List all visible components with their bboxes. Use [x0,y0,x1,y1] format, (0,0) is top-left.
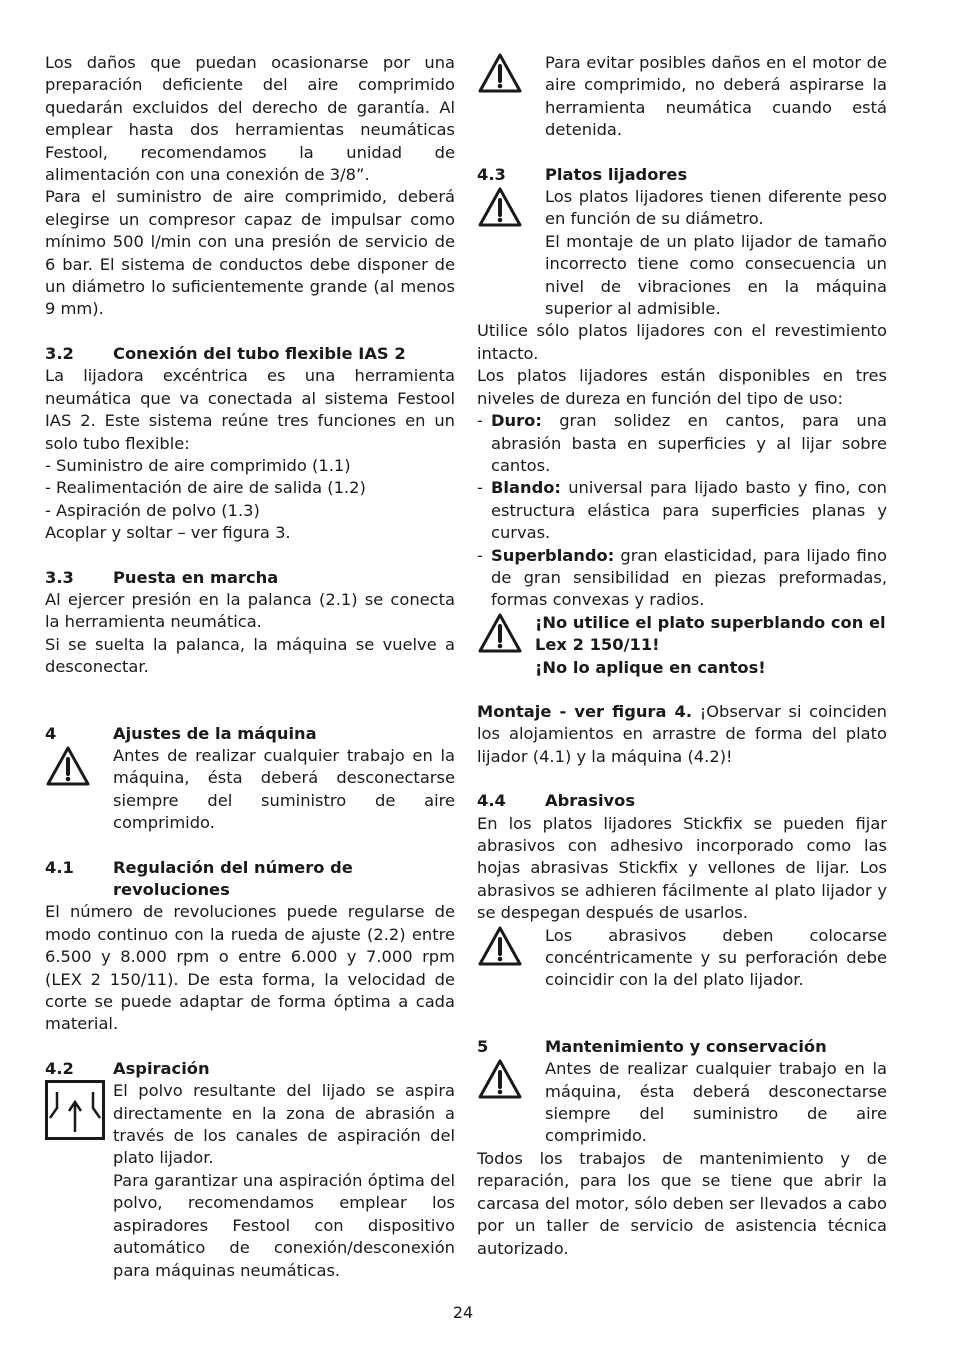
warning-icon [45,745,113,835]
warning-icon [477,186,545,320]
warning-block [477,925,887,992]
warning-icon [477,925,545,992]
warning-block [477,186,887,320]
section-heading-5: 5 Mantenimiento y conservación [477,1036,827,1056]
section-heading-4-4: 4.4 Abrasivos [477,791,636,811]
paragraph: Todos los trabajos de mantenimiento y de reparación, para los que se tiene que abrir la carcasa del motor, sólo deben ser llevados a cabo por un taller de servicio de asistencia técnica autorizado. [477,1148,887,1258]
warning-block [477,612,887,679]
warning-text: Los platos lijadores tienen diferente peso en función de su diámetro. [545,187,887,229]
warning-text: Para evitar posibles daños en el motor de aire comprimido, no deberá aspirarse la herramienta neumática cuando está detenida. [545,53,887,140]
section-heading-4-3: 4.3 Platos lijadores [477,164,688,184]
page-number: 24 [452,1303,474,1322]
list-item: - Duro: gran solidez en cantos, para una abrasión basta en superficies y al lijar sobre cantos. [477,411,887,475]
warning-block [477,1058,887,1148]
paragraph: Para garantizar una aspiración óptima del polvo, recomendamos emplear los aspiradores Festool con dispositivo automático de conexión/desconexión para máquinas neumáticas. [113,1170,455,1280]
paragraph: Los platos lijadores están disponibles en tres niveles de dureza en función del tipo de uso: [477,366,887,408]
list-item: - Superblando: gran elasticidad, para lijado fino de gran sensibilidad en piezas preformadas, formas convexas y radios. [477,545,887,610]
paragraph: El polvo resultante del lijado se aspira directamente en la zona de abrasión a través de los canales de aspiración del plato lijador. [113,1081,455,1168]
section-heading-4-2: 4.2 Aspiración [45,1058,210,1078]
paragraph: Los daños que puedan ocasionarse por una preparación deficiente del aire comprimido quedarán excluidos del derecho de garantía. Al emplear hasta dos herramientas neumáticas Festool, recomendamos la unidad de alimentación con una conexión de 3/8”. [45,53,455,185]
section-heading-4-1: 4.1 Regulación del número de revoluciones [45,857,353,899]
section-heading-3-2: 3.2 Conexión del tubo flexible IAS 2 [45,343,406,363]
dust-extraction-icon [45,1080,113,1282]
warning-icon [477,1058,545,1148]
paragraph: Para el suministro de aire comprimido, deberá elegirse un compresor capaz de impulsar como mínimo 500 l/min con una presión de servicio de 6 bar. El sistema de conductos debe disponer de un diámetro lo suficientemente grande (al menos 9 mm). [45,187,455,319]
section-heading-4: 4 Ajustes de la máquina [45,723,317,743]
list-item: - Suministro de aire comprimido (1.1) [45,455,351,475]
list-item: - Aspiración de polvo (1.3) [45,500,260,520]
paragraph: Utilice sólo platos lijadores con el revestimiento intacto. [477,321,887,363]
paragraph: En los platos lijadores Stickfix se pueden fijar abrasivos con adhesivo incorporado como las hojas abrasivas Stickfix y vellones de lijar. Los abrasivos se adhieren fácilmente al plato lijador y se despegan después de usarlos. [477,813,887,923]
warning-text: ¡No lo aplique en cantos! [535,657,766,677]
warning-icon [477,52,545,142]
extraction-block [45,1080,455,1282]
section-heading-3-3: 3.3 Puesta en marcha [45,567,279,587]
paragraph: El número de revoluciones puede regularse de modo continuo con la rueda de ajuste (2.2) entre 6.500 y 8.000 rpm o entre 6.000 y 7.000 rpm (LEX 2 150/11). De esta forma, la velocidad de corte se puede adaptar de forma óptima a cada material. [45,902,455,1034]
paragraph: Montaje - ver figura 4. ¡Observar si coinciden los alojamientos en arrastre de forma del plato lijador (4.1) y la máquina (4.2)! [477,701,887,766]
right-column [477,52,887,1260]
list-item: - Blando: universal para lijado basto y fino, con estructura elástica para superficies planas y curvas. [477,478,887,543]
warning-text: Antes de realizar cualquier trabajo en la máquina, ésta deberá desconectarse siempre del suministro de aire comprimido. [113,745,455,833]
warning-text: Los abrasivos deben colocarse concéntricamente y su perforación debe coincidir con la del plato lijador. [545,925,887,990]
left-column [45,52,455,1282]
paragraph: Si se suelta la palanca, la máquina se vuelve a desconectar. [45,634,455,677]
paragraph: Acoplar y soltar – ver figura 3. [45,523,291,543]
warning-text: ¡No utilice el plato superblando con el Lex 2 150/11! [535,612,886,655]
paragraph: Al ejercer presión en la palanca (2.1) se conecta la herramienta neumática. [45,589,455,632]
warning-block [477,52,887,142]
warning-text: Antes de realizar cualquier trabajo en la máquina, ésta deberá desconectarse siempre del suministro de aire comprimido. [545,1059,887,1146]
paragraph: La lijadora excéntrica es una herramienta neumática que va conectada al sistema Festool IAS 2. Este sistema reúne tres funciones en un solo tubo flexible: [45,366,455,453]
warning-block [45,745,455,835]
list-item: - Realimentación de aire de salida (1.2) [45,478,366,498]
warning-icon [477,612,535,679]
warning-text: El montaje de un plato lijador de tamaño incorrecto tiene como consecuencia un nivel de vibraciones en la máquina superior al admisible. [545,231,887,319]
